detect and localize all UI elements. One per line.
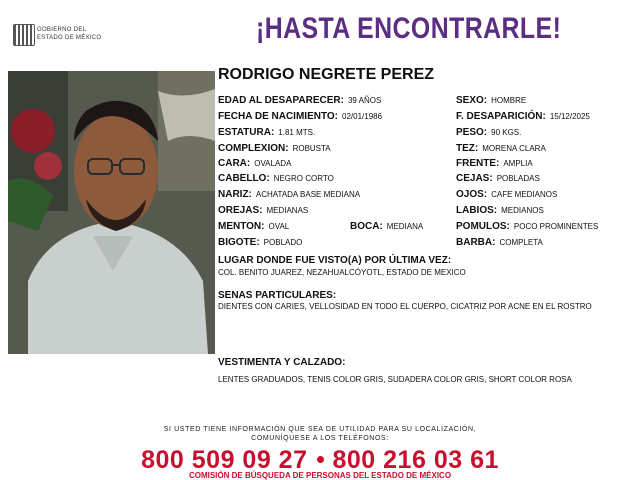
field-value: 39 AÑOS — [347, 96, 382, 105]
phone-number-1[interactable]: 800 509 09 27 — [141, 446, 308, 474]
field-ojos — [456, 189, 557, 200]
field-label: NARIZ: — [218, 189, 252, 200]
lugar-value: COL. BENITO JUAREZ, NEZAHUALCÓYOTL, ESTADO DE MEXICO — [218, 268, 466, 277]
coat-of-arms-icon — [13, 24, 35, 46]
field-value: HOMBRE — [491, 96, 527, 105]
field-value: CAFE MEDIANOS — [491, 190, 558, 199]
field-value: MORENA CLARA — [482, 144, 546, 153]
field-value: COMPLETA — [499, 238, 543, 247]
headline: ¡HASTA ENCONTRARLE! — [256, 12, 562, 45]
field-label: FRENTE: — [456, 158, 500, 169]
footer-commission: COMISIÓN DE BÚSQUEDA DE PERSONAS DEL ESTADO DE MÉXICO — [188, 471, 452, 480]
government-logo — [13, 24, 113, 46]
field-label: LABIOS: — [456, 205, 498, 216]
field-sexo — [456, 95, 526, 106]
field-label: CEJAS: — [456, 173, 493, 184]
field-value: 90 KGS. — [491, 128, 522, 137]
senas-label: SENAS PARTICULARES: — [218, 290, 337, 301]
logo-text-line1: GOBIERNO DEL — [37, 27, 87, 33]
field-value: OVAL — [268, 222, 290, 231]
field-orejas — [218, 205, 308, 216]
field-label: BOCA: — [350, 221, 383, 232]
field-barba — [456, 237, 543, 248]
lugar-label: LUGAR DONDE FUE VISTO(A) POR ÚLTIMA VEZ: — [218, 255, 452, 266]
field-fecha-desaparicion — [456, 111, 590, 122]
person-photo-illustration — [8, 71, 215, 354]
field-frente — [456, 158, 533, 169]
field-value: 15/12/2025 — [549, 112, 590, 121]
person-name: RODRIGO NEGRETE PEREZ — [218, 66, 435, 83]
phone-number-2[interactable]: 800 216 03 61 — [332, 446, 499, 474]
field-label: CABELLO: — [218, 173, 270, 184]
field-label: OREJAS: — [218, 205, 263, 216]
field-label: BARBA: — [456, 237, 496, 248]
field-label: COMPLEXION: — [218, 143, 289, 154]
field-label: BIGOTE: — [218, 237, 260, 248]
field-value: AMPLIA — [503, 159, 533, 168]
separator-dot-icon — [317, 456, 324, 463]
field-cabello — [218, 173, 334, 184]
vestimenta-value: LENTES GRADUADOS, TENIS COLOR GRIS, SUDADERA COLOR GRIS, SHORT COLOR ROSA — [218, 375, 572, 384]
logo-text-line2: ESTADO DE MÉXICO — [37, 35, 102, 41]
field-estatura — [218, 127, 315, 138]
field-label: CARA: — [218, 158, 251, 169]
field-value: POCO PROMINENTES — [513, 222, 599, 231]
field-label: POMULOS: — [456, 221, 510, 232]
field-complexion — [218, 143, 331, 154]
field-label: TEZ: — [456, 143, 479, 154]
field-pomulos — [456, 221, 598, 232]
field-label: OJOS: — [456, 189, 488, 200]
field-boca — [350, 221, 423, 232]
field-label: EDAD AL DESAPARECER: — [218, 95, 344, 106]
field-label: SEXO: — [456, 95, 488, 106]
field-value: ACHATADA BASE MEDIANA — [255, 190, 361, 199]
field-bigote — [218, 237, 302, 248]
field-value: 1.81 MTS. — [278, 128, 316, 137]
field-label: PESO: — [456, 127, 488, 138]
field-fecha-nacimiento — [218, 111, 382, 122]
field-label: F. DESAPARICIÓN: — [456, 111, 546, 122]
field-value: OVALADA — [254, 159, 292, 168]
field-peso — [456, 127, 521, 138]
field-value: MEDIANA — [386, 222, 424, 231]
field-value: POBLADO — [263, 238, 303, 247]
field-value: MEDIANOS — [501, 206, 544, 215]
field-menton — [218, 221, 289, 232]
field-edad — [218, 95, 381, 106]
contact-line2: COMUNÍQUESE A LOS TELÉFONOS: — [251, 435, 389, 442]
field-value: ROBUSTA — [292, 144, 331, 153]
field-value: POBLADAS — [496, 174, 540, 183]
field-value: NEGRO CORTO — [273, 174, 334, 183]
field-cara — [218, 158, 291, 169]
field-labios — [456, 205, 544, 216]
senas-value: DIENTES CON CARIES, VELLOSIDAD EN TODO EL CUERPO, CICATRIZ POR ACNE EN EL ROSTRO — [218, 302, 592, 311]
field-label: MENTON: — [218, 221, 265, 232]
field-value: 02/01/1986 — [342, 112, 383, 121]
field-tez — [456, 143, 546, 154]
field-label: FECHA DE NACIMIENTO: — [218, 111, 338, 122]
vestimenta-label: VESTIMENTA Y CALZADO: — [218, 357, 346, 368]
field-label: ESTATURA: — [218, 127, 275, 138]
field-nariz — [218, 189, 360, 200]
field-value: MEDIANAS — [266, 206, 309, 215]
field-cejas — [456, 173, 540, 184]
person-photo — [8, 71, 215, 354]
contact-line1: SI USTED TIENE INFORMACIÓN QUE SEA DE UTILIDAD PARA SU LOCALIZACIÓN, — [163, 426, 477, 433]
